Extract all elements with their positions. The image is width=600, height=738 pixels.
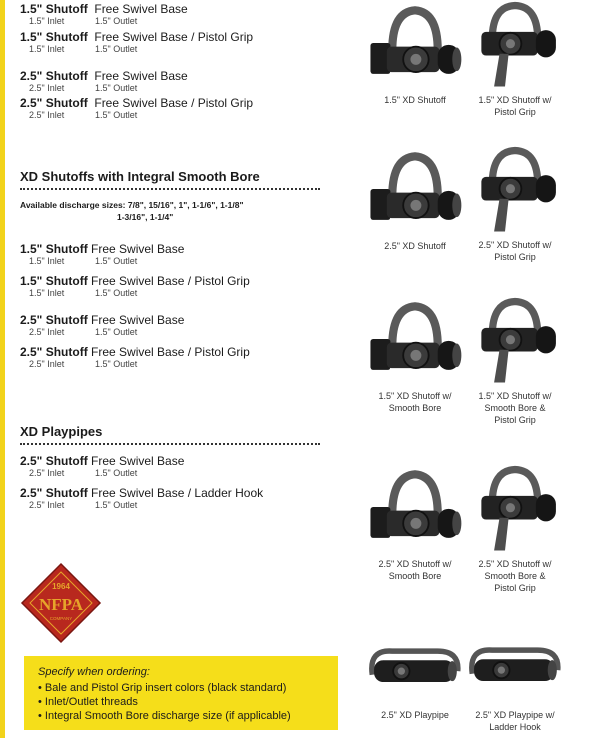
list-item: 1.5" Shutoff Free Swivel Base 1.5" Inlet 1.5" Outlet: [20, 242, 185, 266]
pistol-grip-image: [465, 145, 565, 237]
shutoff-image: [365, 300, 465, 388]
svg-text:1964: 1964: [52, 582, 70, 591]
svg-text:COMPANY: COMPANY: [49, 616, 73, 621]
shutoff-image: [365, 468, 465, 556]
list-item: 2.5" Shutoff Free Swivel Base 2.5" Inlet 1.5" Outlet: [20, 69, 188, 93]
product-xd-shutoff-2-5-pistol: 2.5" XD Shutoff w/ Pistol Grip: [460, 145, 570, 263]
list-item: • Integral Smooth Bore discharge size (if applicable): [38, 709, 291, 723]
nfpa-logo: [20, 562, 102, 644]
list-item: 1.5" Shutoff Free Swivel Base / Pistol Grip 1.5" Inlet 1.5" Outlet: [20, 30, 254, 54]
shutoff-image: [365, 150, 465, 238]
product-xd-playpipe: 2.5" XD Playpipe: [360, 640, 470, 721]
divider: [20, 188, 320, 190]
list-item: 2.5" Shutoff Free Swivel Base 2.5" Inlet 1.5" Outlet: [20, 313, 185, 337]
list-item: 1.5" Shutoff Free Swivel Base / Pistol Grip 1.5" Inlet 1.5" Outlet: [20, 274, 250, 298]
product-xd-shutoff-1-5-smooth-bore: 1.5" XD Shutoff w/ Smooth Bore: [360, 300, 470, 414]
pistol-grip-image: [465, 296, 565, 388]
product-xd-shutoff-1-5-smooth-bore-pistol: 1.5" XD Shutoff w/ Smooth Bore & Pistol Grip: [460, 296, 570, 426]
list-item: • Bale and Pistol Grip insert colors (black standard): [38, 681, 291, 695]
pistol-grip-image: [465, 0, 565, 92]
product-xd-shutoff-2-5: 2.5" XD Shutoff: [360, 150, 470, 252]
accent-bar: [0, 0, 5, 738]
pistol-grip-image: [465, 464, 565, 556]
product-xd-shutoff-2-5-smooth-bore-pistol: 2.5" XD Shutoff w/ Smooth Bore & Pistol Grip: [460, 464, 570, 594]
divider: [20, 443, 320, 445]
ordering-note: Specify when ordering: • Bale and Pistol Grip insert colors (black standard) • Inlet/Outlet threads • Integral Smooth Bore discharge size (if applicable): [24, 656, 338, 730]
product-xd-shutoff-1-5: 1.5" XD Shutoff: [360, 4, 470, 106]
svg-text:NFPA: NFPA: [38, 595, 84, 614]
shutoff-image: [365, 4, 465, 92]
section-heading: XD Shutoffs with Integral Smooth Bore: [20, 169, 260, 184]
list-item: 2.5" Shutoff Free Swivel Base / Ladder Hook 2.5" Inlet 1.5" Outlet: [20, 486, 264, 510]
product-xd-shutoff-1-5-pistol: 1.5" XD Shutoff w/ Pistol Grip: [460, 0, 570, 118]
list-item: 2.5" Shutoff Free Swivel Base 2.5" Inlet 1.5" Outlet: [20, 454, 185, 478]
product-xd-playpipe-ladder-hook: 2.5" XD Playpipe w/ Ladder Hook: [460, 638, 570, 733]
list-item: • Inlet/Outlet threads: [38, 695, 291, 709]
playpipe-image: [365, 640, 465, 695]
list-item: 2.5" Shutoff Free Swivel Base / Pistol Grip 2.5" Inlet 1.5" Outlet: [20, 96, 254, 120]
playpipe-image: [465, 638, 565, 695]
product-xd-shutoff-2-5-smooth-bore: 2.5" XD Shutoff w/ Smooth Bore: [360, 468, 470, 582]
discharge-sizes: Available discharge sizes: 7/8", 15/16", 1", 1-1/6", 1-1/8" 1-3/16", 1-1/4": [20, 200, 244, 222]
list-item: 1.5" Shutoff Free Swivel Base 1.5" Inlet 1.5" Outlet: [20, 2, 188, 26]
list-item: 2.5" Shutoff Free Swivel Base / Pistol Grip 2.5" Inlet 1.5" Outlet: [20, 345, 250, 369]
section-heading: XD Playpipes: [20, 424, 103, 439]
